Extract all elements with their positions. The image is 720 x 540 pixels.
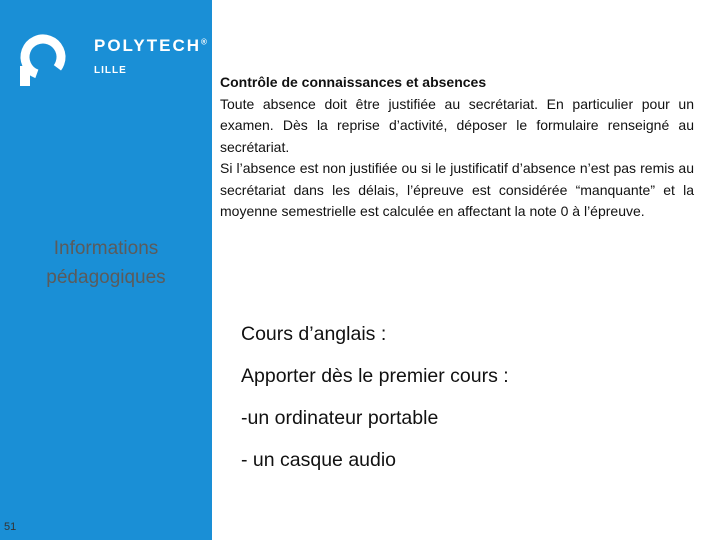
absences-section [220, 72, 694, 223]
section-title-line-2: pédagogiques [46, 267, 166, 288]
polytech-emblem-icon [16, 30, 76, 90]
list-item: -un ordinateur portable [241, 407, 439, 429]
slide-number: 51 [4, 521, 17, 533]
logo-wordmark: POLYTECH® [94, 36, 209, 55]
absences-paragraph-2: Si l’absence est non justifiée ou si le justificatif d’absence n’est pas remis au secrétariat dans les délais, l’épreuve est considérée “manquante” et la moyenne semestrielle est calculée en affectant la note 0 à l’épreuve. [220, 160, 694, 219]
polytech-logo [16, 30, 209, 90]
section-title [10, 234, 202, 292]
english-course-section [241, 318, 701, 486]
logo-subtitle: LILLE [94, 65, 127, 76]
english-course-title: Cours d’anglais : [241, 323, 387, 345]
english-course-intro: Apporter dès le premier cours : [241, 365, 509, 387]
list-item: - un casque audio [241, 449, 397, 471]
sidebar [0, 0, 212, 540]
absences-heading: Contrôle de connaissances et absences [220, 74, 487, 90]
absences-paragraph-1: Toute absence doit être justifiée au secrétariat. En particulier pour un examen. Dès la reprise d’activité, déposer le formulaire renseigné au secrétariat. [220, 95, 694, 155]
section-title-line-1: Informations [53, 238, 159, 259]
